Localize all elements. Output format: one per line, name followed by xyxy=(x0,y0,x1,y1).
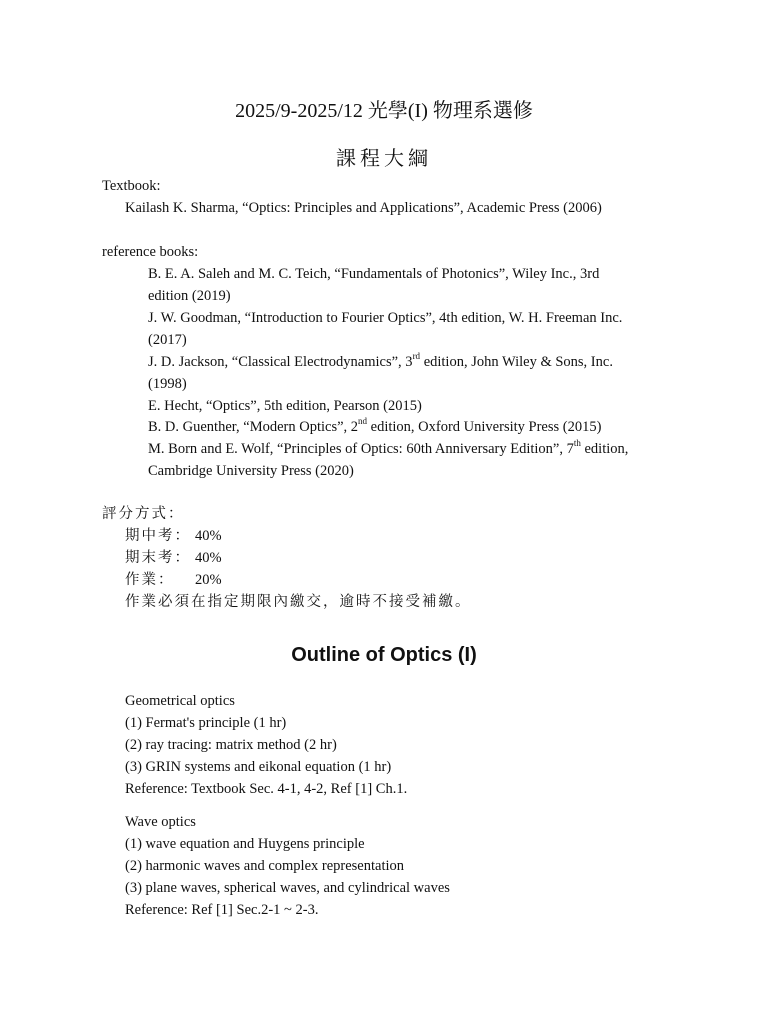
reference-3-superscript: rd xyxy=(412,351,421,362)
geometrical-optics-item-2: (2) ray tracing: matrix method (2 hr) xyxy=(125,737,337,753)
reference-1-line-1: B. E. A. Saleh and M. C. Teich, “Fundamentals of Photonics”, Wiley Inc., 3rd xyxy=(148,266,600,282)
reference-6-superscript: th xyxy=(573,438,581,449)
grading-label: 評分方式： xyxy=(102,506,185,522)
grading-homework-value: 20% xyxy=(195,572,222,588)
grading-homework-row xyxy=(125,569,222,591)
wave-optics-reference: Reference: Ref [1] Sec.2-1 ~ 2-3. xyxy=(125,902,319,918)
references-label: reference books: xyxy=(102,244,199,260)
reference-3-line-2: (1998) xyxy=(148,376,187,392)
reference-3-text-rest: edition, John Wiley & Sons, Inc. xyxy=(420,354,613,370)
wave-optics-item-1: (1) wave equation and Huygens principle xyxy=(125,836,365,852)
document-subtitle: 課程大綱 xyxy=(336,146,432,170)
reference-1-line-2: edition (2019) xyxy=(148,288,231,304)
reference-3-line-1 xyxy=(148,351,613,373)
reference-6-line-1 xyxy=(148,438,628,460)
reference-2-line-1: J. W. Goodman, “Introduction to Fourier Optics”, 4th edition, W. H. Freeman Inc. xyxy=(148,310,623,326)
textbook-label: Textbook: xyxy=(102,178,161,194)
reference-2-line-2: (2017) xyxy=(148,332,187,348)
reference-6-text: M. Born and E. Wolf, “Principles of Optics: 60th Anniversary Edition”, 7 xyxy=(148,441,574,457)
reference-3-text: J. D. Jackson, “Classical Electrodynamics”, 3 xyxy=(148,354,413,370)
geometrical-optics-item-3: (3) GRIN systems and eikonal equation (1 hr) xyxy=(125,759,392,775)
grading-note: 作業必須在指定期限內繳交，逾時不接受補繳。 xyxy=(125,594,472,610)
wave-optics-item-2: (2) harmonic waves and complex representation xyxy=(125,858,405,874)
grading-midterm-value: 40% xyxy=(195,528,222,544)
wave-optics-item-3: (3) plane waves, spherical waves, and cylindrical waves xyxy=(125,880,450,896)
reference-5-text: B. D. Guenther, “Modern Optics”, 2 xyxy=(148,419,359,435)
geometrical-optics-item-1: (1) Fermat's principle (1 hr) xyxy=(125,715,287,731)
reference-6-line-2: Cambridge University Press (2020) xyxy=(148,463,354,479)
grading-midterm-label: 期中考： xyxy=(125,528,191,544)
geometrical-optics-reference: Reference: Textbook Sec. 4-1, 4-2, Ref [1] Ch.1. xyxy=(125,781,408,797)
textbook-entry: Kailash K. Sharma, “Optics: Principles and Applications”, Academic Press (2006) xyxy=(125,200,602,216)
reference-5 xyxy=(148,416,601,438)
reference-4: E. Hecht, “Optics”, 5th edition, Pearson (2015) xyxy=(148,398,422,414)
document-title: 2025/9-2025/12 光學(I) 物理系選修 xyxy=(235,100,533,122)
grading-homework-label: 作業： xyxy=(125,572,175,588)
geometrical-optics-heading: Geometrical optics xyxy=(125,693,235,709)
grading-final-label: 期末考： xyxy=(125,550,191,566)
grading-midterm-row xyxy=(125,525,222,547)
reference-6-text-rest: edition, xyxy=(580,441,629,457)
outline-title: Outline of Optics (I) xyxy=(291,644,477,666)
reference-5-superscript: nd xyxy=(358,416,368,427)
grading-final-row xyxy=(125,547,222,569)
grading-final-value: 40% xyxy=(195,550,222,566)
reference-5-text-rest: edition, Oxford University Press (2015) xyxy=(367,419,602,435)
wave-optics-heading: Wave optics xyxy=(125,814,196,830)
